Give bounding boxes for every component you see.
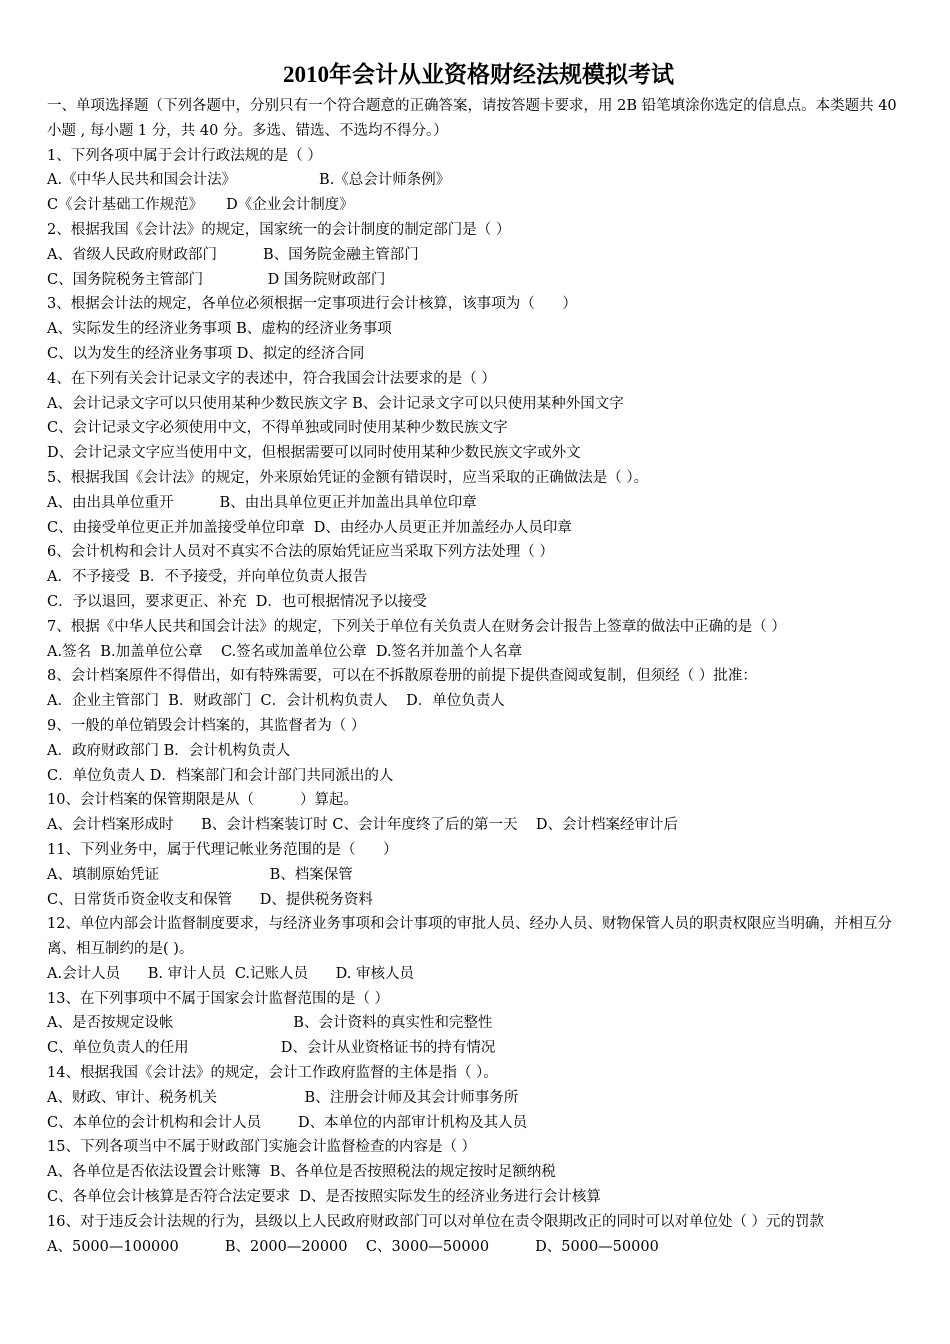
question-13: 13、在下列事项中不属于国家会计监督范围的是（ ） [47,990,390,1007]
question-1: 1、下列各项中属于会计行政法规的是（ ） [47,147,322,164]
question-3-options-cd: C、以为发生的经济业务事项 D、拟定的经济合同 [47,345,365,362]
question-7: 7、根据《中华人民共和国会计法》的规定，下列关于单位有关负责人在财务会计报告上签章的做法中正确的是（ ） [47,618,786,635]
question-15-options-cd: C、各单位会计核算是否符合法定要求 D、是否按照实际发生的经济业务进行会计核算 [47,1189,601,1206]
question-4-options-ab: A、会计记录文字可以只使用某种少数民族文字 B、会计记录文字可以只使用某种外国文字 [47,395,624,412]
question-1-options-ab: A.《中华人民共和国会计法》 B.《总会计师条例》 [47,172,451,189]
document-title: 2010年会计从业资格财经法规模拟考试 [283,62,674,87]
question-11-options-cd: C、日常货币资金收支和保管 D、提供税务资料 [47,891,373,908]
question-14: 14、根据我国《会计法》的规定，会计工作政府监督的主体是指（ ）。 [47,1065,498,1082]
question-14-options-ab: A、财政、审计、税务机关 B、注册会计师及其会计师事务所 [47,1089,519,1106]
question-8-options: A．企业主管部门 B．财政部门 C．会计机构负责人 D．单位负责人 [47,693,505,710]
question-5: 5、根据我国《会计法》的规定，外来原始凭证的金额有错误时，应当采取的正确做法是（ ）。 [47,469,649,486]
question-6: 6、会计机构和会计人员对不真实不合法的原始凭证应当采取下列方法处理（ ） [47,544,554,561]
question-13-options-ab: A、是否按规定设帐 B、会计资料的真实性和完整性 [47,1015,493,1032]
question-4-option-c: C、会计记录文字必须使用中文，不得单独或同时使用某种少数民族文字 [47,420,508,437]
question-14-options-cd: C、本单位的会计机构和会计人员 D、本单位的内部审计机构及其人员 [47,1114,528,1131]
question-15-options-ab: A、各单位是否依法设置会计账簿 B、各单位是否按照税法的规定按时足额纳税 [47,1164,556,1181]
section-instructions: 一、单项选择题（下列各题中，分别只有一个符合题意的正确答案，请按答题卡要求，用 2B 铅笔填涂你选定的信息点。本类题共 40 小题 , 每小题 1 分，共 40 分。多选、错选、不选均不得分。） [47,98,897,139]
question-3-options-ab: A、实际发生的经济业务事项 B、虚构的经济业务事项 [47,321,392,338]
question-2-options-ab: A、省级人民政府财政部门 B、国务院金融主管部门 [47,246,419,263]
question-9-options-ab: A．政府财政部门 B．会计机构负责人 [47,742,291,759]
question-5-options-ab: A、由出具单位重开 B、由出具单位更正并加盖出具单位印章 [47,494,477,511]
question-2-options-cd: C、国务院税务主管部门 D 国务院财政部门 [47,271,386,288]
question-7-options: A.签名 B.加盖单位公章 C.签名或加盖单位公章 D.签名并加盖个人名章 [47,643,523,660]
question-3: 3、根据会计法的规定，各单位必须根据一定事项进行会计核算，该事项为（ ） [47,296,577,313]
question-9-options-cd: C．单位负责人 D．档案部门和会计部门共同派出的人 [47,767,394,784]
question-8: 8、会计档案原件不得借出，如有特殊需要，可以在不拆散原卷册的前提下提供查阅或复制，但须经（ ）批准： [47,668,757,685]
question-15: 15、下列各项当中不属于财政部门实施会计监督检查的内容是（ ） [47,1139,477,1156]
question-10: 10、会计档案的保管期限是从（ ）算起。 [47,792,359,809]
question-11-options-ab: A、填制原始凭证 B、档案保管 [47,866,353,883]
question-11: 11、下列业务中，属于代理记帐业务范围的是（ ） [47,841,398,858]
question-4: 4、在下列有关会计记录文字的表述中，符合我国会计法要求的是（ ） [47,370,496,387]
question-10-options: A、会计档案形成时 B、会计档案装订时 C、会计年度终了后的第一天 D、会计档案经审计后 [47,817,679,834]
question-6-options-cd: C．予以退回，要求更正、补充 D．也可根据情况予以接受 [47,593,427,610]
question-1-options-cd: C《会计基础工作规范》 D《企业会计制度》 [47,197,354,214]
question-16: 16、对于违反会计法规的行为，县级以上人民政府财政部门可以对单位在责令限期改正的同时可以对单位处（ ）元的罚款 [47,1213,825,1230]
question-2: 2、根据我国《会计法》的规定，国家统一的会计制度的制定部门是（ ） [47,221,511,238]
question-13-options-cd: C、单位负责人的任用 D、会计从业资格证书的持有情况 [47,1040,496,1057]
question-6-options-ab: A．不予接受 B．不予接受，并向单位负责人报告 [47,569,368,586]
question-9: 9、一般的单位销毁会计档案的，其监督者为（ ） [47,717,366,734]
question-12: 12、单位内部会计监督制度要求，与经济业务事项和会计事项的审批人员、经办人员、财物保管人员的职责权限应当明确，并相互分离、相互制约的是( )。 [47,916,892,958]
question-5-options-cd: C、由接受单位更正并加盖接受单位印章 D、由经办人员更正并加盖经办人员印章 [47,519,572,536]
question-4-option-d: D、会计记录文字应当使用中文，但根据需要可以同时使用某种少数民族文字或外文 [47,445,581,462]
question-12-options: A.会计人员 B. 审计人员 C.记账人员 D. 审核人员 [47,965,414,982]
question-16-options: A、5000—100000 B、2000—20000 C、3000—50000 D、5000—50000 [47,1238,659,1255]
